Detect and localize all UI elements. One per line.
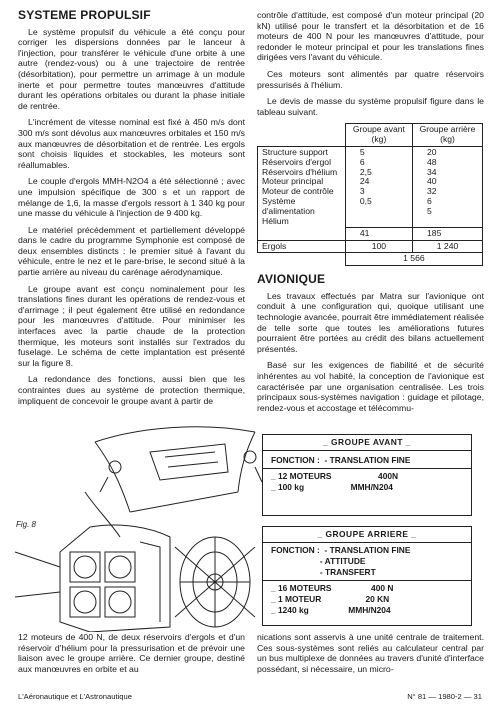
table-header: Groupe avant (kg) [345,124,412,147]
paragraph: L'incrément de vitesse nominal est fixé à 450 m/s dont 300 m/s sont dévolus aux manœuvres orbitales et 150 m/s aux manœuvres de désorbitation et de rentrée. Les ergols sont choisis liquides et stockables, les moteurs sont réallumables. [18,117,245,170]
table-header: Groupe arrière (kg) [413,124,483,147]
paragraph: Le devis de masse du système propulsif figure dans le tableau suivant. [257,96,484,117]
table-row-total: 1 566 [258,253,483,266]
left-column [18,10,245,412]
paragraph: Ces moteurs sont alimentés par quatre réservoirs pressurisés à l'hélium. [257,68,484,90]
mass-table [257,123,483,266]
paragraph: Les travaux effectués par Matra sur l'avionique ont conduit à une configuration qui, quoique utilisant une technologie avancée, pourrait être immédiatement réalisée de telle sorte que toutes les améliorations futures pourraient être portées au crédit des bilans actuellement présentés. [257,290,484,354]
paragraph: Le système propulsif du véhicule a été conçu pour corriger les dispersions données par le lanceur à l'injection, pour transférer le véhicule d'une orbite à une autre (rendez-vous) ou à une trajectoire de rentrée (désorbitation), pour permettre un arrimage à un module inerte et pour permettre toutes manœuvres d'attitude durant les opérations orbitales ou durant la phase initiale de rentrée. [18,26,245,111]
footer-journal: L'Aéronautique et L'Astronautique [18,692,132,701]
table-row: Structure support Réservoirs d'ergol Réservoirs d'hélium Moteur principal Moteur de contrôle Système d'alimentation Hélium 5 6 2,5 24 3 0,5 20 48 34 40 32 6 5 [258,146,483,227]
paragraph: contrôle d'attitude, est composé d'un moteur principal (20 kN) utilisé pour le transfert et la désorbitation et de 16 moteurs de 400 N pour les manœuvres d'attitude, pour redonder le moteur principal et pour les translations fines dirigées vers l'avant du véhicule. [257,10,484,63]
table-row-ergols: Ergols 100 1 240 [258,240,483,253]
paragraph: Basé sur les exigences de fiabilité et de sécurité inhérentes au vol habité, la conception de l'avionique est caractérisée par une organisation centralisée. Les trois principaux sous-systèmes navigation : guidage et pilotage, rendez-vous et accostage et télécommu- [257,360,484,413]
panel-groupe-arriere: _ GROUPE ARRIERE _ FONCTION : - TRANSLATION FINE - ATTITUDE - TRANSFERT _ 16 MOTEURS 400 N _ 1 MOTEUR 20 KN _ 1240 kg MMH/N204 [262,526,472,626]
footer-page-number: N° 81 — 1980-2 — 31 [407,692,482,701]
paragraph: La redondance des fonctions, aussi bien que les contraintes dues au système de protection thermique, impliquent de concevoir le groupe avant à partir de [18,374,245,406]
panel-title: _ GROUPE AVANT _ [263,435,471,451]
section-heading-avionics: AVIONIQUE [257,272,326,287]
panel-title: _ GROUPE ARRIERE _ [263,527,471,543]
paragraph: Le groupe avant est conçu nominalement pour les translations fines durant les opérations de rendez-vous et d'arrimage ; il peut également être utilisé en redondance pour les manœuvres d'attitude. Pour minimiser les interfaces avec la partie chaude de la protection thermique, les moteurs sont installés sur l'extrados du fuselage. Le schéma de cette implantation est présenté sur la figure 8. [18,283,245,368]
bottom-left-paragraph: 12 moteurs de 400 N, de deux réservoirs d'ergols et d'un réservoir d'hélium pour la pressurisation et de prévoir une liaison avec le groupe arrière. Ce dernier groupe, destiné aux manœuvres en orbite et au [18,632,245,674]
panel-groupe-avant: _ GROUPE AVANT _ FONCTION : - TRANSLATION FINE _ 12 MOTEURS 400N _ 100 kg MMH/N204 [262,434,472,516]
right-column [257,10,484,419]
figure-caption: Fig. 8 [16,520,37,529]
section-heading-propulsion: SYSTEME PROPULSIF [18,8,151,22]
paragraph: Le couple d'ergols MMH-N2O4 a été sélectionné ; avec une impulsion spécifique de 300 s et un rapport de mélange de 1,6, la masse d'ergols ressort à 1 340 kg pour une masse du véhicule à l'injection de 9 400 kg. [18,176,245,219]
figure-8 [0,422,500,632]
table-row-subtotal: 41 185 [258,227,483,240]
bottom-right-paragraph: nications sont asservis à une unité centrale de traitement. Ces sous-systèmes sont reliés au calculateur central par un bus multiplexe de données au travers d'unité d'interface possédant, si nécessaire, un micro- [257,632,484,674]
paragraph: Le matériel précédemment et partiellement développé dans le cadre du programme Symphonie est composé de deux ensembles distincts : le premier situé à l'avant du véhicule, entre le nez et le pare-brise, le second situé à la partie arrière au niveau du carénage aérodynamique. [18,224,245,278]
